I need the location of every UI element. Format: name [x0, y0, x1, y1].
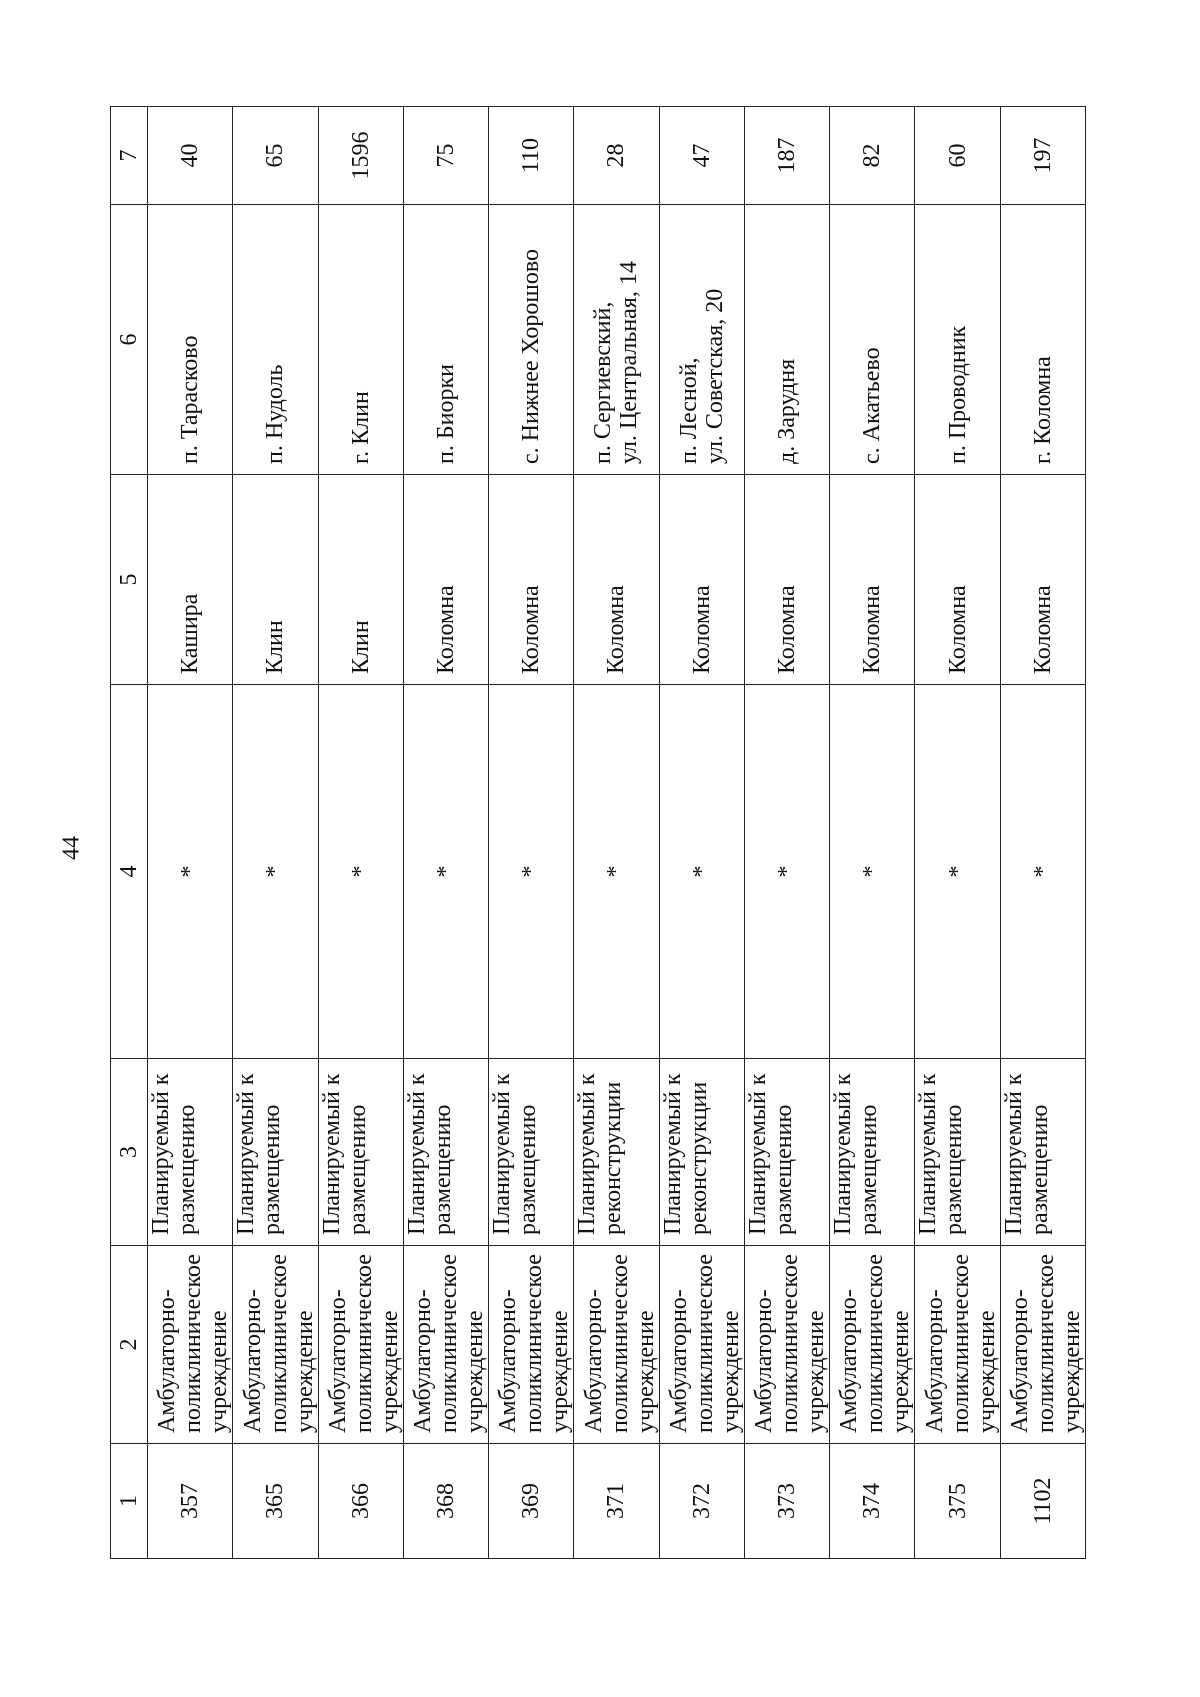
cell-status	[489, 1059, 574, 1246]
table-row	[489, 107, 574, 1559]
cell-status	[744, 1059, 829, 1246]
cell-location	[148, 205, 233, 475]
table-row	[830, 107, 915, 1559]
cell-value	[489, 107, 574, 205]
cell-facility-type	[744, 1246, 829, 1444]
cell-value-text: 110	[518, 137, 545, 174]
cell-location	[403, 205, 488, 475]
cell-facility-type	[915, 1246, 1000, 1444]
cell-value-text: 65	[262, 143, 289, 168]
cell-value-text: 82	[859, 143, 886, 168]
cell-value-text: 28	[603, 143, 630, 168]
cell-facility-type	[489, 1246, 574, 1444]
cell-mark	[574, 685, 659, 1059]
cell-mark	[830, 685, 915, 1059]
table-row	[659, 107, 744, 1559]
cell-location-text: с. Нижнее Хорошово	[518, 248, 545, 464]
cell-value-text: 187	[773, 137, 800, 174]
cell-location-text: п. Сергиевский, ул. Центральная, 14	[590, 261, 643, 464]
cell-number-text: 365	[262, 1483, 289, 1519]
cell-number	[915, 1444, 1000, 1559]
cell-number	[489, 1444, 574, 1559]
table-row	[318, 107, 403, 1559]
cell-location-text: п. Проводник	[944, 325, 971, 464]
table-row	[1000, 107, 1085, 1559]
header-row	[111, 107, 148, 1559]
cell-status-text: Планируемый к размещению	[915, 1073, 968, 1235]
column-header-6: 6	[111, 205, 148, 475]
cell-status-text: Планируемый к размещению	[148, 1073, 200, 1235]
column-header-4: 4	[111, 685, 148, 1059]
table-row	[403, 107, 488, 1559]
cell-district-text: Коломна	[944, 585, 971, 674]
cell-facility-type	[233, 1246, 318, 1444]
cell-number-text: 369	[518, 1483, 545, 1519]
cell-location	[744, 205, 829, 475]
table-header	[111, 107, 148, 1559]
cell-district-text: Коломна	[518, 585, 545, 674]
cell-number-text: 357	[177, 1483, 204, 1519]
cell-status-text: Планируемый к размещению	[744, 1073, 797, 1235]
column-header-5: 5	[111, 475, 148, 685]
cell-number	[318, 1444, 403, 1559]
cell-facility-type-text: Амбулаторно- поликлиническое учреждение	[751, 1254, 830, 1433]
cell-value-text: 60	[944, 143, 971, 168]
cell-district	[148, 475, 233, 685]
cell-location	[1000, 205, 1085, 475]
page-number: 44	[58, 836, 85, 860]
cell-district	[489, 475, 574, 685]
cell-mark-text: *	[603, 865, 630, 878]
cell-location-text: п. Лесной, ул. Советская, 20	[675, 288, 728, 464]
cell-mark-text: *	[944, 865, 971, 878]
cell-district	[318, 475, 403, 685]
cell-mark	[915, 685, 1000, 1059]
cell-location	[659, 205, 744, 475]
cell-status-text: Планируемый к размещению	[489, 1073, 542, 1235]
cell-facility-type	[318, 1246, 403, 1444]
cell-value-text: 197	[1029, 137, 1056, 174]
cell-number-text: 371	[603, 1483, 630, 1519]
cell-value	[830, 107, 915, 205]
facilities-table	[110, 106, 1086, 1559]
cell-number	[233, 1444, 318, 1559]
cell-location	[574, 205, 659, 475]
cell-status	[1000, 1059, 1085, 1246]
cell-location	[489, 205, 574, 475]
cell-value	[233, 107, 318, 205]
cell-status	[233, 1059, 318, 1246]
cell-status	[318, 1059, 403, 1246]
cell-location	[318, 205, 403, 475]
cell-value	[318, 107, 403, 205]
cell-district-text: Коломна	[432, 585, 459, 674]
cell-status	[915, 1059, 1000, 1246]
cell-mark	[489, 685, 574, 1059]
cell-mark-text: *	[347, 865, 374, 878]
cell-status-text: Планируемый к размещению	[318, 1073, 371, 1235]
cell-number	[744, 1444, 829, 1559]
cell-district-text: Коломна	[688, 585, 715, 674]
cell-status	[659, 1059, 744, 1246]
table-body	[148, 107, 1086, 1559]
cell-district	[659, 475, 744, 685]
cell-value-text: 75	[432, 143, 459, 168]
cell-number	[148, 1444, 233, 1559]
cell-value-text: 47	[688, 143, 715, 168]
cell-district	[574, 475, 659, 685]
cell-district	[744, 475, 829, 685]
cell-value-text: 40	[177, 143, 204, 168]
cell-status	[830, 1059, 915, 1246]
cell-location	[233, 205, 318, 475]
cell-status-text: Планируемый к реконструкции	[574, 1073, 627, 1235]
cell-facility-type	[830, 1246, 915, 1444]
cell-number-text: 366	[347, 1483, 374, 1519]
cell-facility-type	[403, 1246, 488, 1444]
cell-district-text: Клин	[347, 620, 374, 674]
cell-district	[830, 475, 915, 685]
cell-mark-text: *	[688, 865, 715, 878]
cell-facility-type-text: Амбулаторно- поликлиническое учреждение	[410, 1254, 489, 1433]
cell-location-text: п. Биорки	[432, 364, 459, 464]
cell-location	[830, 205, 915, 475]
cell-value	[574, 107, 659, 205]
cell-status-text: Планируемый к размещению	[233, 1073, 286, 1235]
cell-district	[1000, 475, 1085, 685]
cell-number-text: 372	[688, 1483, 715, 1519]
cell-status-text: Планируемый к размещению	[830, 1073, 883, 1235]
cell-facility-type-text: Амбулаторно- поликлиническое учреждение	[154, 1254, 233, 1433]
cell-value	[659, 107, 744, 205]
cell-mark-text: *	[432, 865, 459, 878]
cell-location-text: г. Коломна	[1029, 356, 1056, 464]
cell-mark	[318, 685, 403, 1059]
cell-mark-text: *	[1029, 865, 1056, 878]
cell-district-text: Клин	[262, 620, 289, 674]
cell-number	[1000, 1444, 1085, 1559]
cell-location-text: г. Клин	[347, 391, 374, 464]
cell-status	[403, 1059, 488, 1246]
cell-facility-type	[659, 1246, 744, 1444]
cell-district	[915, 475, 1000, 685]
cell-facility-type-text: Амбулаторно- поликлиническое учреждение	[665, 1254, 744, 1433]
cell-number	[574, 1444, 659, 1559]
cell-mark-text: *	[177, 865, 204, 878]
cell-mark	[1000, 685, 1085, 1059]
cell-location	[915, 205, 1000, 475]
table-row	[915, 107, 1000, 1559]
cell-mark	[659, 685, 744, 1059]
cell-mark-text: *	[262, 865, 289, 878]
cell-number	[659, 1444, 744, 1559]
cell-mark-text: *	[859, 865, 886, 878]
cell-value	[744, 107, 829, 205]
column-header-3: 3	[111, 1059, 148, 1246]
cell-number-text: 374	[859, 1483, 886, 1519]
cell-number-text: 1102	[1029, 1477, 1056, 1525]
cell-number	[403, 1444, 488, 1559]
cell-location-text: п. Тарасково	[177, 335, 204, 464]
cell-status-text: Планируемый к размещению	[1000, 1073, 1053, 1235]
cell-mark	[233, 685, 318, 1059]
cell-value	[1000, 107, 1085, 205]
cell-facility-type-text: Амбулаторно- поликлиническое учреждение	[324, 1254, 403, 1433]
cell-mark	[744, 685, 829, 1059]
table-row	[574, 107, 659, 1559]
cell-facility-type-text: Амбулаторно- поликлиническое учреждение	[495, 1254, 574, 1433]
cell-number-text: 373	[773, 1483, 800, 1519]
cell-facility-type	[148, 1246, 233, 1444]
cell-location-text: с. Акатьево	[859, 347, 886, 464]
cell-value	[148, 107, 233, 205]
cell-facility-type-text: Амбулаторно- поликлиническое учреждение	[580, 1254, 659, 1433]
cell-mark-text: *	[518, 865, 545, 878]
cell-location-text: д. Зарудня	[773, 358, 800, 464]
table-row	[744, 107, 829, 1559]
cell-location-text: п. Нудоль	[262, 364, 289, 464]
cell-number-text: 375	[944, 1483, 971, 1519]
cell-district	[403, 475, 488, 685]
cell-value-text: 1596	[347, 131, 374, 180]
cell-facility-type	[574, 1246, 659, 1444]
cell-mark-text: *	[773, 865, 800, 878]
cell-district-text: Коломна	[1029, 585, 1056, 674]
cell-status-text: Планируемый к реконструкции	[659, 1073, 712, 1235]
rotated-table-container	[110, 107, 1086, 1559]
cell-district-text: Кашира	[177, 593, 204, 674]
column-header-2: 2	[111, 1246, 148, 1444]
column-header-1: 1	[111, 1444, 148, 1559]
cell-status-text: Планируемый к размещению	[403, 1073, 456, 1235]
cell-value	[915, 107, 1000, 205]
cell-facility-type-text: Амбулаторно- поликлиническое учреждение	[836, 1254, 915, 1433]
cell-facility-type-text: Амбулаторно- поликлиническое учреждение	[239, 1254, 318, 1433]
cell-value	[403, 107, 488, 205]
cell-facility-type-text: Амбулаторно- поликлиническое учреждение	[921, 1254, 1000, 1433]
cell-mark	[148, 685, 233, 1059]
cell-number	[830, 1444, 915, 1559]
column-header-7: 7	[111, 107, 148, 205]
cell-district-text: Коломна	[859, 585, 886, 674]
cell-district-text: Коломна	[773, 585, 800, 674]
table-row	[148, 107, 233, 1559]
cell-district	[233, 475, 318, 685]
cell-status	[148, 1059, 233, 1246]
cell-facility-type-text: Амбулаторно- поликлиническое учреждение	[1007, 1254, 1085, 1433]
table-row	[233, 107, 318, 1559]
cell-mark	[403, 685, 488, 1059]
cell-district-text: Коломна	[603, 585, 630, 674]
cell-status	[574, 1059, 659, 1246]
cell-facility-type	[1000, 1246, 1085, 1444]
cell-number-text: 368	[432, 1483, 459, 1519]
